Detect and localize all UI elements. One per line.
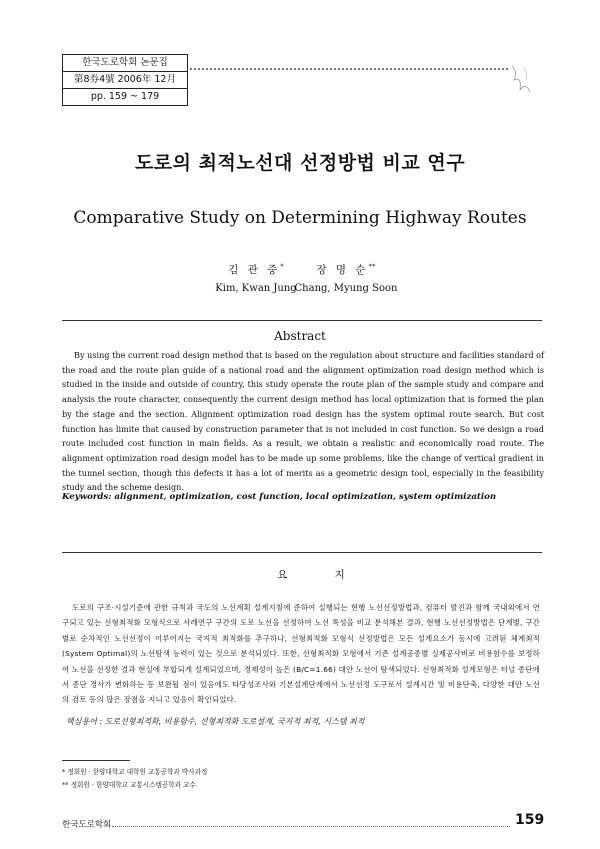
page-number: 159: [515, 812, 545, 828]
summary-body: 도로의 구조·시설기준에 관한 규칙과 국도의 노선계획 설계지침에 준하여 실행되는 현행 노선선정방법과, 컴퓨터 발진과 함께 국내외에서 연구되고 있는 선형최적화 모형식으로 사례연구 구간의 도로 노선을 선정하여 노선 특성을 비교 분석해본 결과, 현행 노선선정방법은 단계별, 구간별로 순차적인 노선선정이 이루어지는 국지적 최적화를 추구하나, 선형최적화 모형식 선정방법은 모든 설계요소가 동시에 고려된 체계최적(System Optimal)의 노선탐색 능력이 있는 것으로 분석되었다. 또한, 선형최적화 모형에서 기존 설계공종별 실제공사비로 비용함수를 보정하여 노선을 선정한 결과 현실에 부합되게 설계되었으며, 경제성이 높은 (B/C=1.66) 대안 노선이 탐색되었다. 선형최적화 설계모형은 터널 종단에서 종단 경사가 변화하는 등 보완될 점이 있음에도 타당성조사와 기본설계단계에서 노선선정 도구로서 설계시간 및 비용단축, 다양한 대안 노선의 검토 등의 많은 장점을 지니고 있음이 확인되었다.: [62, 603, 541, 705]
footer-society: 한국도로학회: [62, 820, 112, 830]
author-2-name-kr: 장 명 순: [316, 264, 369, 276]
journal-volume: 第8券4號 2006年 12月: [63, 72, 187, 89]
author-1-mark: *: [280, 262, 284, 271]
title-korean: 도로의 최적노선대 선정방법 비교 연구: [134, 152, 466, 174]
author-1-name-kr: 김 관 중: [228, 264, 281, 276]
title-english: Comparative Study on Determining Highway Routes: [73, 208, 527, 228]
journal-name: 한국도로학회 논문집: [63, 55, 187, 72]
footnote-2: ** 정회원 · 한양대학교 교통시스템공학과 교수: [62, 781, 196, 789]
scan-smudge-mark: [506, 62, 536, 98]
footnote-rule: [62, 760, 130, 761]
abstract-heading: Abstract: [274, 329, 326, 343]
summary-keywords: 핵심용어 : 도로선형최적화, 비용함수, 선형최적화 도로설계, 국지적 최적, 시스템 최적: [66, 717, 365, 726]
author-2-mark: **: [368, 262, 376, 271]
abstract-top-rule: [62, 320, 542, 321]
summary-top-rule: [62, 552, 542, 553]
author-2-name-en: Chang, Myung Soon: [294, 283, 398, 294]
journal-info-box: [62, 54, 188, 106]
footer-dotted-rule: [112, 826, 510, 827]
author-2: [276, 262, 416, 294]
footnote-1: * 정회원 · 한양대학교 대학원 교통공학과 박사과정: [62, 768, 208, 776]
author-1-name-en: Kim, Kwan Jung: [215, 283, 297, 294]
footnotes: [62, 766, 462, 792]
summary-heading: 요 지: [277, 569, 367, 581]
abstract-keywords: Keywords: alignment, optimization, cost function, local optimization, system optimization: [62, 492, 497, 502]
journal-pages: pp. 159 ~ 179: [90, 91, 160, 102]
abstract-body: By using the current road design method that is based on the regulation about structure and facilities standard of the road and the route plan guide of a national road and the alignment optimization road design method which is studied in the inside and outside of country, this study operate the route plan of the sample study and compare and analysis the route character, consequently the current design method has local optimization that is formed the plan by the stage and the section. Alignment optimization road design has the system optimal route search. But cost function has limite that caused by construction parameter that is not included in cost function. So we design a road route included cost function in main fields. As a result, we obtain a realistic and economically road route. The alignment optimization road design model has to be made up some problems, like the change of vertical gradient in the tunnel section, though this defects it has a lot of merits as a geometric design tool, especially in the feasibility study and the scheme design.: [62, 350, 544, 493]
header-dotted-rule: [190, 68, 508, 80]
